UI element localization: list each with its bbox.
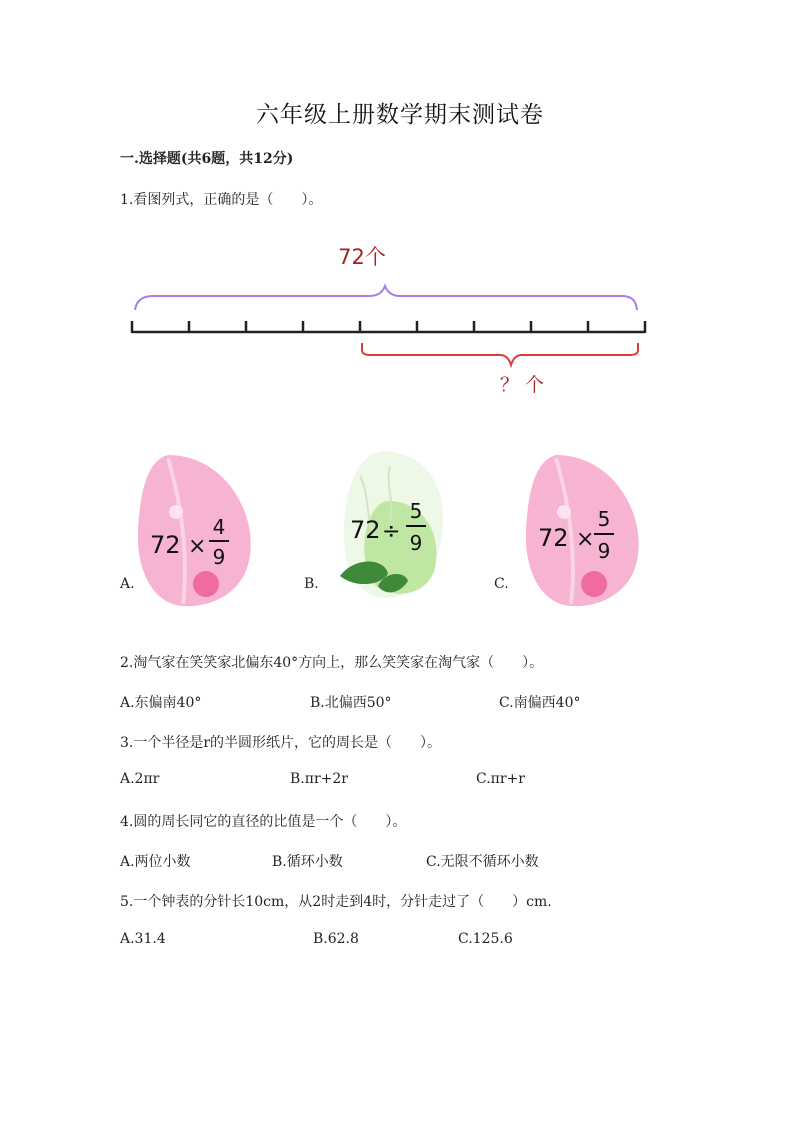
option-c-whole: 72 bbox=[538, 524, 569, 552]
question-5-text: 5.一个钟表的分针长10cm，从2时走到4时，分针走过了（ ）cm. bbox=[120, 894, 552, 910]
option-c-numerator: 5 bbox=[597, 507, 611, 531]
page-title: 六年级上册数学期末测试卷 bbox=[256, 102, 544, 128]
segment-diagram bbox=[125, 238, 655, 408]
option-a-leaf[interactable] bbox=[128, 450, 278, 610]
question-1-text: 1.看图列式，正确的是（ ）。 bbox=[120, 192, 323, 208]
question-4-option-c[interactable]: C.无限不循环小数 bbox=[426, 854, 539, 870]
question-2-option-a[interactable]: A.东偏南40° bbox=[120, 695, 202, 711]
section-heading: 一.选择题(共6题，共12分) bbox=[120, 151, 294, 167]
question-2-option-b[interactable]: B.北偏西50° bbox=[310, 695, 392, 711]
question-3-option-c[interactable]: C.πr+r bbox=[476, 771, 525, 787]
option-a-whole: 72 bbox=[150, 531, 181, 559]
option-a-operator: × bbox=[188, 534, 207, 559]
option-c-label[interactable]: C. bbox=[494, 576, 509, 592]
total-label: 72个 bbox=[338, 245, 386, 269]
option-b-whole: 72 bbox=[350, 516, 381, 544]
option-b-operator: ÷ bbox=[382, 519, 401, 544]
part-brace bbox=[362, 343, 638, 365]
question-5-option-b[interactable]: B.62.8 bbox=[313, 931, 359, 947]
question-3-option-a[interactable]: A.2πr bbox=[120, 771, 160, 787]
option-a-denominator: 9 bbox=[212, 545, 226, 569]
option-a-label[interactable]: A. bbox=[120, 576, 135, 592]
total-brace bbox=[135, 286, 637, 310]
part-label: ？ 个 bbox=[499, 374, 545, 396]
berry-decoration bbox=[581, 571, 607, 597]
option-c-denominator: 9 bbox=[597, 539, 611, 563]
berry-decoration bbox=[193, 571, 219, 597]
option-a-numerator: 4 bbox=[212, 515, 226, 539]
question-4-text: 4.圆的周长同它的直径的比值是一个（ ）。 bbox=[120, 814, 407, 830]
option-c-operator: × bbox=[576, 527, 595, 552]
option-b-denominator: 9 bbox=[409, 531, 423, 555]
question-3-option-b[interactable]: B.πr+2r bbox=[290, 771, 348, 787]
question-4-option-a[interactable]: A.两位小数 bbox=[120, 854, 191, 870]
question-2-text: 2.淘气家在笑笑家北偏东40°方向上，那么笑笑家在淘气家（ ）。 bbox=[120, 655, 544, 671]
flower-decoration bbox=[557, 505, 571, 519]
option-b-numerator: 5 bbox=[409, 499, 423, 523]
question-3-text: 3.一个半径是r的半圆形纸片，它的周长是（ ）。 bbox=[120, 735, 442, 751]
option-c-leaf[interactable] bbox=[516, 450, 666, 610]
flower-decoration bbox=[169, 505, 183, 519]
question-2-option-c[interactable]: C.南偏西40° bbox=[499, 695, 581, 711]
question-4-option-b[interactable]: B.循环小数 bbox=[272, 854, 343, 870]
question-5-option-c[interactable]: C.125.6 bbox=[458, 931, 513, 947]
option-b-leaf[interactable] bbox=[330, 446, 480, 606]
question-5-option-a[interactable]: A.31.4 bbox=[120, 931, 166, 947]
option-b-label[interactable]: B. bbox=[304, 576, 319, 592]
